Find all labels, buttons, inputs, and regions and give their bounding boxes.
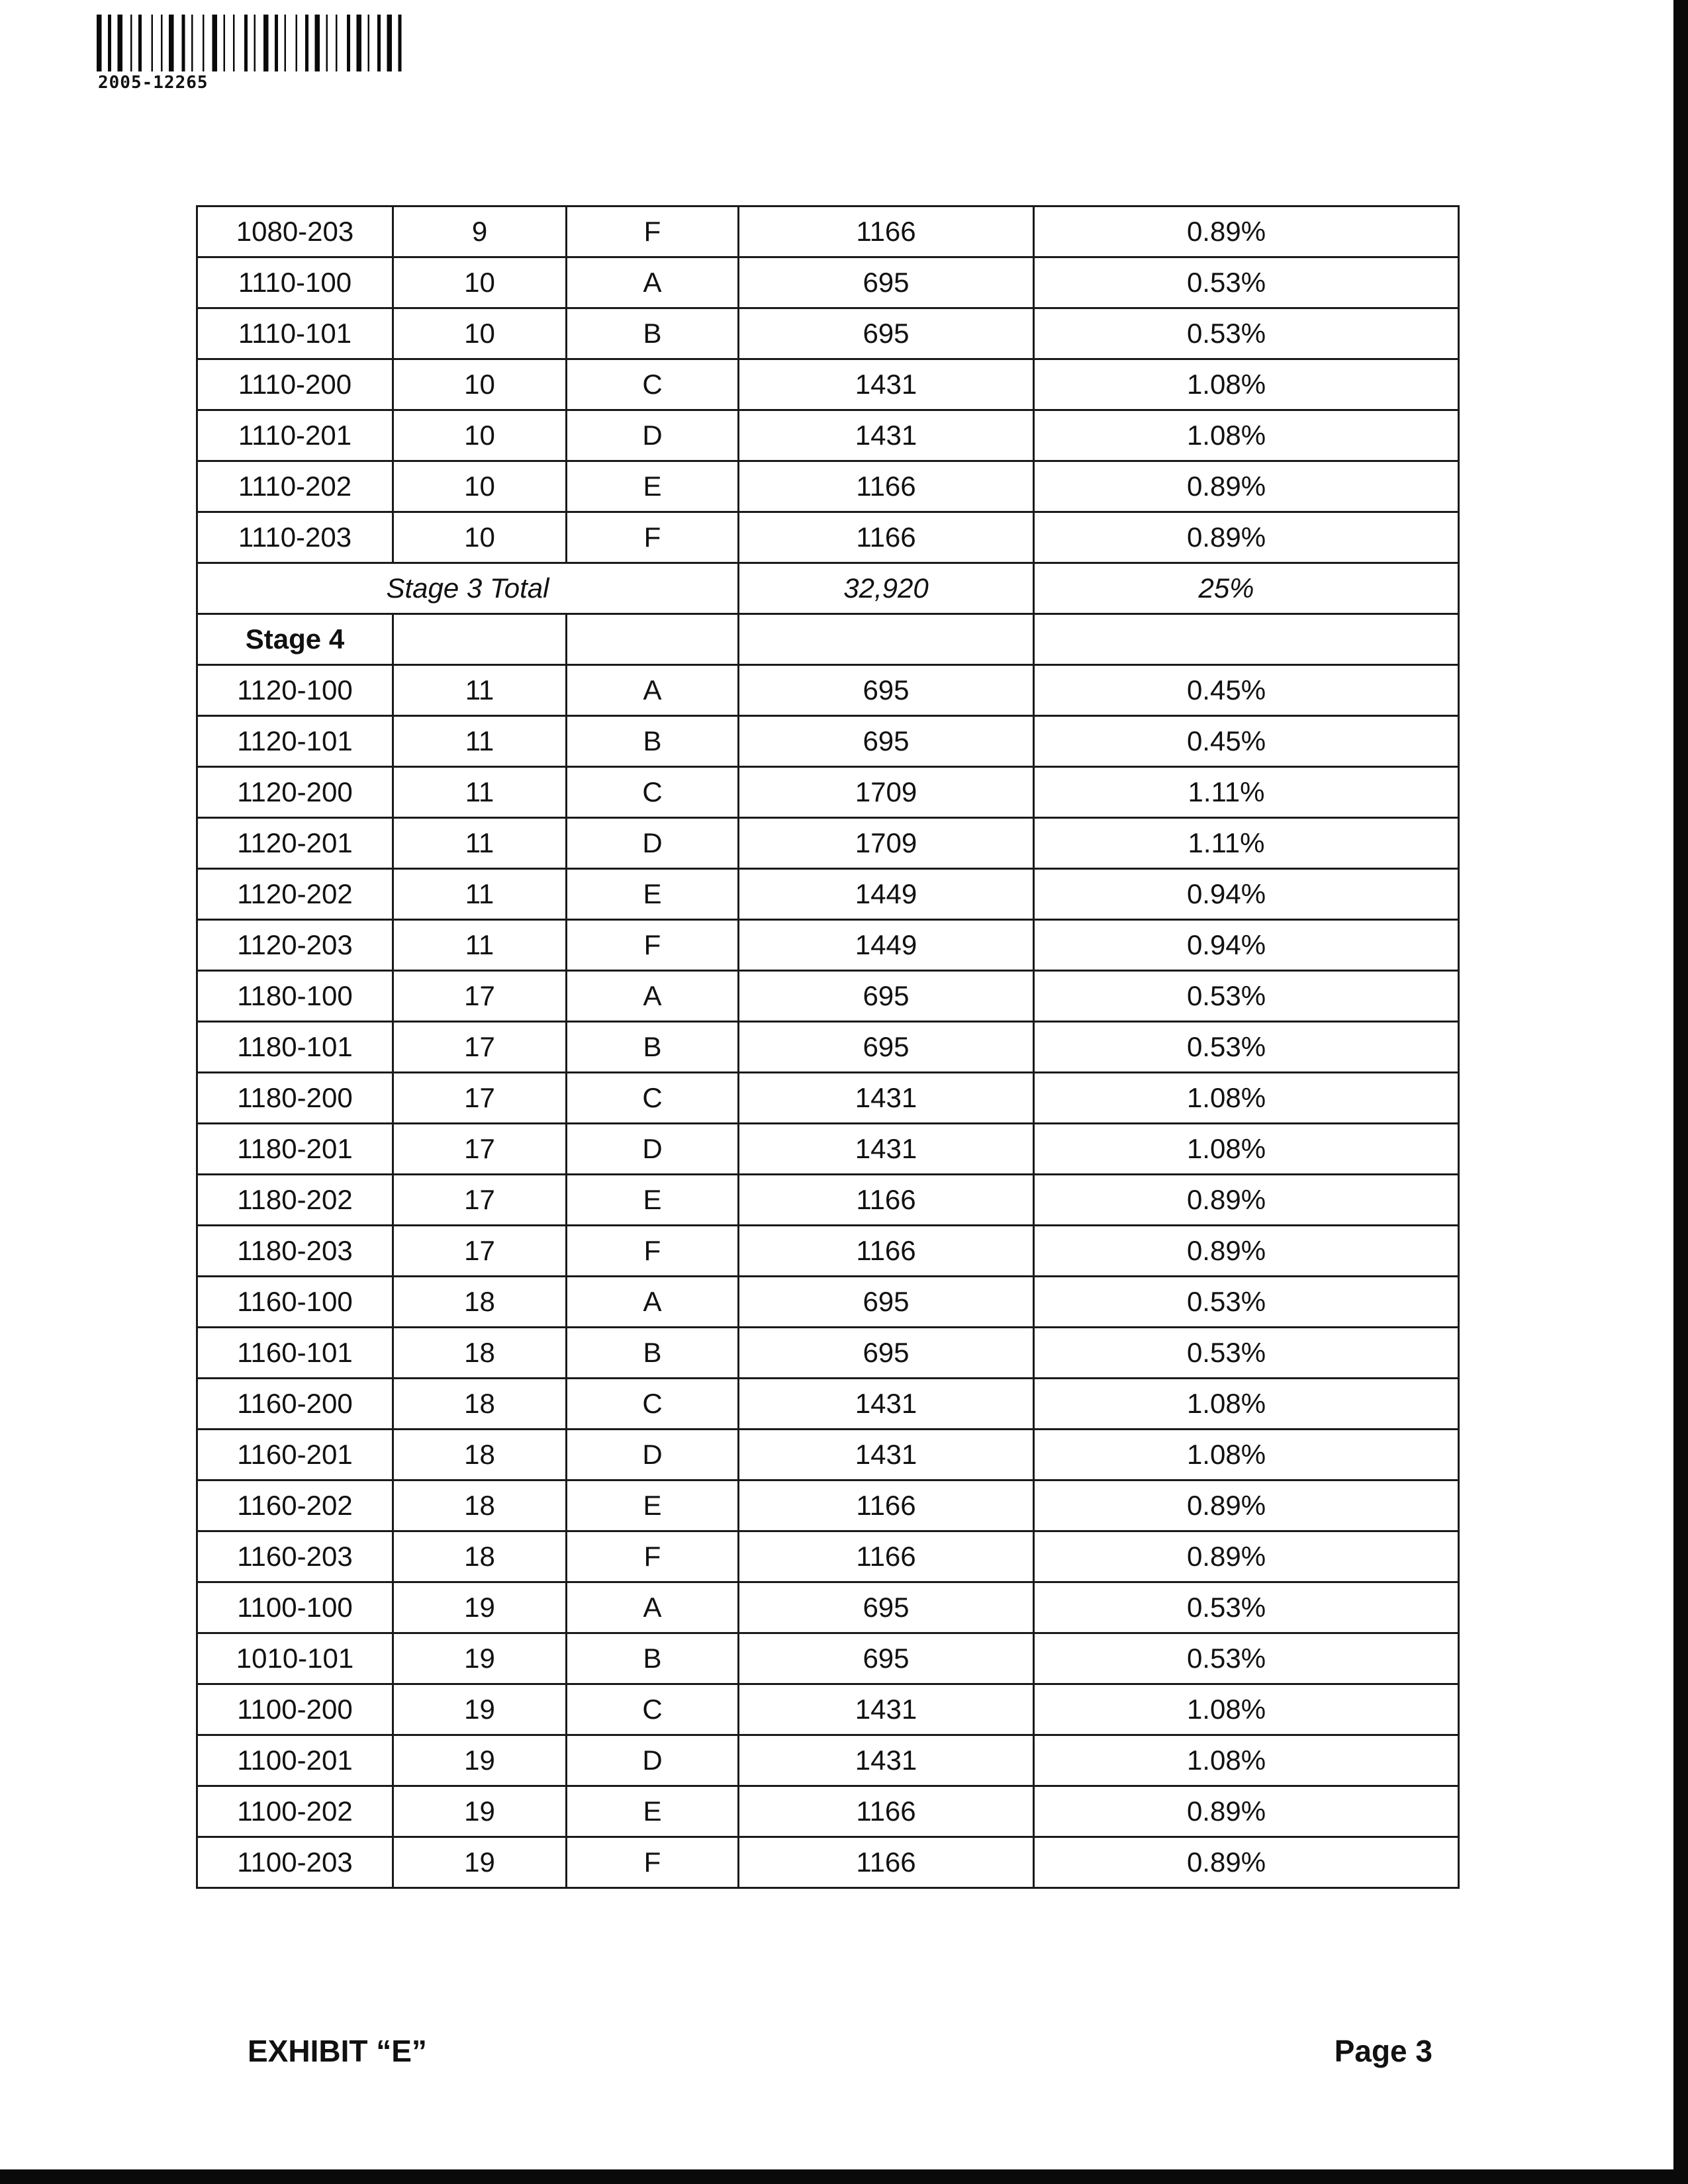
building-cell: 18 — [393, 1328, 567, 1379]
building-cell: 19 — [393, 1735, 567, 1786]
area-cell: 1431 — [739, 1124, 1034, 1175]
area-cell: 1449 — [739, 920, 1034, 971]
area-cell: 695 — [739, 716, 1034, 767]
type-cell: D — [567, 1735, 739, 1786]
percent-cell: 0.94% — [1034, 920, 1459, 971]
table-row — [197, 1073, 1459, 1124]
type-cell: C — [567, 1684, 739, 1735]
unit-cell: 1160-203 — [197, 1531, 393, 1582]
building-cell: 18 — [393, 1531, 567, 1582]
building-cell: 19 — [393, 1633, 567, 1684]
table-row — [197, 1277, 1459, 1328]
barcode-bar — [305, 15, 308, 71]
building-cell: 19 — [393, 1837, 567, 1888]
percent-cell: 0.89% — [1034, 1837, 1459, 1888]
area-cell: 695 — [739, 971, 1034, 1022]
type-cell: D — [567, 1430, 739, 1480]
building-cell: 17 — [393, 971, 567, 1022]
area-cell: 695 — [739, 1633, 1034, 1684]
empty-cell — [393, 614, 567, 665]
barcode-bar — [233, 15, 235, 71]
type-cell: C — [567, 1379, 739, 1430]
table-row — [197, 1531, 1459, 1582]
barcode-number: 2005-12265 — [98, 73, 209, 93]
percent-cell: 0.89% — [1034, 461, 1459, 512]
area-cell: 1166 — [739, 1786, 1034, 1837]
percent-cell: 0.45% — [1034, 716, 1459, 767]
building-cell: 10 — [393, 410, 567, 461]
area-cell: 1449 — [739, 869, 1034, 920]
unit-cell: 1160-200 — [197, 1379, 393, 1430]
unit-cell: 1100-203 — [197, 1837, 393, 1888]
page-number: Page 3 — [1334, 2034, 1432, 2068]
type-cell: F — [567, 512, 739, 563]
barcode-bar — [357, 15, 362, 71]
barcode-bar — [254, 15, 256, 71]
barcode-bar — [347, 15, 350, 71]
table-row — [197, 308, 1459, 359]
building-cell: 11 — [393, 869, 567, 920]
percent-cell: 0.89% — [1034, 1175, 1459, 1226]
percent-cell: 1.08% — [1034, 1073, 1459, 1124]
table-row — [197, 1124, 1459, 1175]
table-row — [197, 1786, 1459, 1837]
stage4-label: Stage 4 — [197, 614, 393, 665]
area-cell: 1431 — [739, 1735, 1034, 1786]
stage3-total-row — [197, 563, 1459, 614]
percent-cell: 0.53% — [1034, 1633, 1459, 1684]
barcode-bar — [138, 15, 142, 71]
unit-cell: 1120-202 — [197, 869, 393, 920]
percent-cell: 0.89% — [1034, 1531, 1459, 1582]
table-row — [197, 359, 1459, 410]
type-cell: B — [567, 1328, 739, 1379]
table-row — [197, 716, 1459, 767]
unit-cell: 1160-202 — [197, 1480, 393, 1531]
table-row — [197, 920, 1459, 971]
area-cell: 695 — [739, 1328, 1034, 1379]
unit-cell: 1110-101 — [197, 308, 393, 359]
unit-cell: 1180-201 — [197, 1124, 393, 1175]
scan-border-bottom — [0, 2169, 1688, 2184]
percent-cell: 0.53% — [1034, 1582, 1459, 1633]
barcode-bar — [399, 15, 402, 71]
unit-cell: 1120-200 — [197, 767, 393, 818]
unit-cell: 1100-200 — [197, 1684, 393, 1735]
unit-cell: 1180-202 — [197, 1175, 393, 1226]
type-cell: B — [567, 716, 739, 767]
table-row — [197, 410, 1459, 461]
barcode-bar — [108, 15, 111, 71]
area-cell: 1431 — [739, 410, 1034, 461]
percent-cell: 1.08% — [1034, 359, 1459, 410]
area-cell: 695 — [739, 1277, 1034, 1328]
exhibit-table — [196, 205, 1460, 1889]
unit-cell: 1110-201 — [197, 410, 393, 461]
exhibit-label: EXHIBIT “E” — [248, 2034, 427, 2068]
table-body-stage3 — [197, 206, 1459, 563]
percent-cell: 0.89% — [1034, 1786, 1459, 1837]
table-row — [197, 869, 1459, 920]
table-row — [197, 1735, 1459, 1786]
unit-cell: 1110-200 — [197, 359, 393, 410]
building-cell: 11 — [393, 920, 567, 971]
barcode-bar — [152, 15, 154, 71]
type-cell: A — [567, 257, 739, 308]
area-cell: 1709 — [739, 818, 1034, 869]
empty-cell — [739, 614, 1034, 665]
type-cell: B — [567, 1633, 739, 1684]
table-row — [197, 1226, 1459, 1277]
area-cell: 1166 — [739, 1480, 1034, 1531]
table-row — [197, 1379, 1459, 1430]
barcode-icon — [97, 15, 408, 71]
barcode-bar — [212, 15, 218, 71]
building-cell: 11 — [393, 818, 567, 869]
building-cell: 11 — [393, 716, 567, 767]
table-body-totals — [197, 563, 1459, 665]
area-cell: 1431 — [739, 1379, 1034, 1430]
type-cell: E — [567, 461, 739, 512]
unit-cell: 1120-201 — [197, 818, 393, 869]
empty-cell — [567, 614, 739, 665]
percent-cell: 0.89% — [1034, 1226, 1459, 1277]
type-cell: F — [567, 1837, 739, 1888]
building-cell: 19 — [393, 1684, 567, 1735]
building-cell: 17 — [393, 1073, 567, 1124]
unit-cell: 1180-100 — [197, 971, 393, 1022]
building-cell: 17 — [393, 1226, 567, 1277]
percent-cell: 1.08% — [1034, 1735, 1459, 1786]
percent-cell: 0.89% — [1034, 512, 1459, 563]
type-cell: E — [567, 869, 739, 920]
type-cell: D — [567, 1124, 739, 1175]
unit-cell: 1100-100 — [197, 1582, 393, 1633]
area-cell: 1431 — [739, 359, 1034, 410]
table-row — [197, 767, 1459, 818]
unit-cell: 1080-203 — [197, 206, 393, 257]
percent-cell: 1.08% — [1034, 1379, 1459, 1430]
building-cell: 10 — [393, 257, 567, 308]
percent-cell: 1.08% — [1034, 1124, 1459, 1175]
building-cell: 17 — [393, 1022, 567, 1073]
unit-cell: 1160-101 — [197, 1328, 393, 1379]
type-cell: F — [567, 206, 739, 257]
building-cell: 19 — [393, 1786, 567, 1837]
percent-cell: 0.53% — [1034, 308, 1459, 359]
unit-cell: 1180-203 — [197, 1226, 393, 1277]
stage3-total-label: Stage 3 Total — [197, 563, 739, 614]
barcode-bar — [296, 15, 298, 71]
building-cell: 19 — [393, 1582, 567, 1633]
area-cell: 1431 — [739, 1430, 1034, 1480]
empty-cell — [1034, 614, 1459, 665]
percent-cell: 0.53% — [1034, 971, 1459, 1022]
building-cell: 10 — [393, 308, 567, 359]
barcode-bar — [182, 15, 185, 71]
type-cell: F — [567, 1531, 739, 1582]
building-cell: 18 — [393, 1379, 567, 1430]
percent-cell: 0.53% — [1034, 1328, 1459, 1379]
table-row — [197, 1684, 1459, 1735]
area-cell: 695 — [739, 1582, 1034, 1633]
area-cell: 695 — [739, 308, 1034, 359]
table-row — [197, 1480, 1459, 1531]
percent-cell: 1.08% — [1034, 1430, 1459, 1480]
area-cell: 1166 — [739, 1837, 1034, 1888]
percent-cell: 0.45% — [1034, 665, 1459, 716]
type-cell: A — [567, 971, 739, 1022]
barcode-bar — [161, 15, 163, 71]
unit-cell: 1110-203 — [197, 512, 393, 563]
building-cell: 11 — [393, 767, 567, 818]
building-cell: 17 — [393, 1124, 567, 1175]
type-cell: E — [567, 1175, 739, 1226]
area-cell: 1166 — [739, 206, 1034, 257]
type-cell: D — [567, 818, 739, 869]
table-row — [197, 1022, 1459, 1073]
stage3-total-value: 32,920 — [739, 563, 1034, 614]
percent-cell: 0.94% — [1034, 869, 1459, 920]
percent-cell: 1.11% — [1034, 767, 1459, 818]
table-row — [197, 1328, 1459, 1379]
barcode-bar — [315, 15, 320, 71]
percent-cell: 1.08% — [1034, 1684, 1459, 1735]
unit-cell: 1120-203 — [197, 920, 393, 971]
area-cell: 695 — [739, 1022, 1034, 1073]
barcode-bar — [368, 15, 370, 71]
unit-cell: 1160-100 — [197, 1277, 393, 1328]
table-row — [197, 1430, 1459, 1480]
stage3-total-percent: 25% — [1034, 563, 1459, 614]
barcode-bar — [203, 15, 205, 71]
table-row — [197, 1582, 1459, 1633]
unit-cell: 1120-101 — [197, 716, 393, 767]
type-cell: F — [567, 1226, 739, 1277]
type-cell: D — [567, 410, 739, 461]
barcode-bar — [191, 15, 193, 71]
type-cell: A — [567, 1277, 739, 1328]
table-row — [197, 512, 1459, 563]
barcode-bar — [224, 15, 226, 71]
table-row — [197, 1837, 1459, 1888]
area-cell: 1166 — [739, 512, 1034, 563]
building-cell: 18 — [393, 1480, 567, 1531]
type-cell: C — [567, 767, 739, 818]
type-cell: E — [567, 1480, 739, 1531]
unit-cell: 1120-100 — [197, 665, 393, 716]
building-cell: 10 — [393, 461, 567, 512]
percent-cell: 0.53% — [1034, 257, 1459, 308]
scan-border-right — [1673, 0, 1688, 2184]
barcode-bar — [97, 15, 102, 71]
barcode-bar — [130, 15, 132, 71]
table-row — [197, 818, 1459, 869]
area-cell: 1166 — [739, 1531, 1034, 1582]
unit-cell: 1110-100 — [197, 257, 393, 308]
type-cell: E — [567, 1786, 739, 1837]
area-cell: 1709 — [739, 767, 1034, 818]
building-cell: 9 — [393, 206, 567, 257]
type-cell: A — [567, 665, 739, 716]
building-cell: 17 — [393, 1175, 567, 1226]
unit-cell: 1110-202 — [197, 461, 393, 512]
area-cell: 1166 — [739, 461, 1034, 512]
area-cell: 1431 — [739, 1684, 1034, 1735]
stage4-header-row — [197, 614, 1459, 665]
type-cell: B — [567, 308, 739, 359]
barcode-bar — [326, 15, 328, 71]
table-row — [197, 206, 1459, 257]
barcode-bar — [336, 15, 338, 71]
unit-cell: 1180-101 — [197, 1022, 393, 1073]
percent-cell: 0.53% — [1034, 1277, 1459, 1328]
unit-cell: 1180-200 — [197, 1073, 393, 1124]
percent-cell: 1.11% — [1034, 818, 1459, 869]
barcode-bar — [169, 15, 174, 71]
unit-cell: 1160-201 — [197, 1430, 393, 1480]
table-row — [197, 461, 1459, 512]
building-cell: 18 — [393, 1430, 567, 1480]
barcode-bar — [377, 15, 381, 71]
area-cell: 1431 — [739, 1073, 1034, 1124]
barcode-bar — [118, 15, 123, 71]
table-row — [197, 971, 1459, 1022]
area-cell: 1166 — [739, 1226, 1034, 1277]
table-row — [197, 1175, 1459, 1226]
table-body-stage4 — [197, 665, 1459, 1888]
percent-cell: 1.08% — [1034, 410, 1459, 461]
barcode-bar — [263, 15, 269, 71]
area-cell: 695 — [739, 665, 1034, 716]
unit-cell: 1100-202 — [197, 1786, 393, 1837]
barcode-bar — [387, 15, 393, 71]
building-cell: 18 — [393, 1277, 567, 1328]
percent-cell: 0.53% — [1034, 1022, 1459, 1073]
type-cell: B — [567, 1022, 739, 1073]
area-cell: 1166 — [739, 1175, 1034, 1226]
type-cell: A — [567, 1582, 739, 1633]
area-cell: 695 — [739, 257, 1034, 308]
barcode-bar — [275, 15, 278, 71]
barcode-bar — [285, 15, 287, 71]
building-cell: 10 — [393, 512, 567, 563]
table-row — [197, 257, 1459, 308]
type-cell: C — [567, 1073, 739, 1124]
building-cell: 11 — [393, 665, 567, 716]
type-cell: F — [567, 920, 739, 971]
barcode-bar — [244, 15, 248, 71]
table-row — [197, 665, 1459, 716]
unit-cell: 1100-201 — [197, 1735, 393, 1786]
type-cell: C — [567, 359, 739, 410]
percent-cell: 0.89% — [1034, 206, 1459, 257]
percent-cell: 0.89% — [1034, 1480, 1459, 1531]
unit-cell: 1010-101 — [197, 1633, 393, 1684]
table-row — [197, 1633, 1459, 1684]
building-cell: 10 — [393, 359, 567, 410]
